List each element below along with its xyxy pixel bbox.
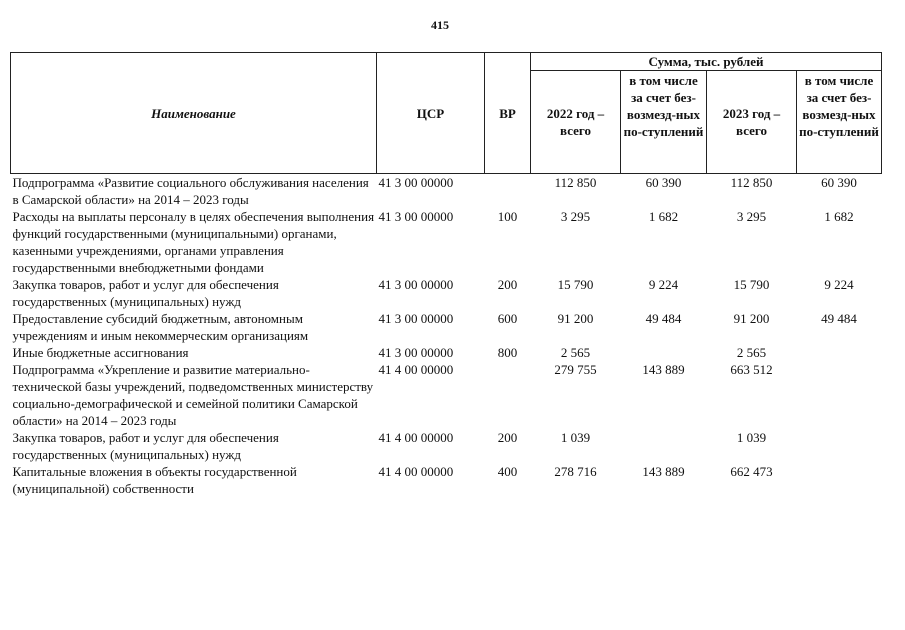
header-sum-group: Сумма, тыс. рублей [531,53,882,71]
row-csr: 41 3 00 00000 [378,209,454,224]
row-2022-free: 143 889 [642,464,685,479]
row-name: Закупка товаров, работ и услуг для обеспечения государственных (муниципальных) нужд [12,277,279,309]
row-2022-total: 3 295 [560,209,591,224]
row-name: Расходы на выплаты персоналу в целях обеспечения выполнения функций государственными (муниципальными) органами, казенными учреждениями, органами управления государственными внебюджетными фондами [12,209,375,275]
header-vr: ВР [485,53,531,174]
row-2023-free: 60 390 [821,175,857,190]
row-vr [485,361,531,429]
header-2023-free: в том числе за счет без-возмезд-ных по-ступлений [797,71,882,174]
row-csr: 41 3 00 00000 [378,277,454,292]
row-2022-free: 49 484 [645,311,682,326]
header-2022-free: в том числе за счет без-возмезд-ных по-ступлений [621,71,707,174]
row-2023-total: 3 295 [736,209,767,224]
row-2023-free: 1 682 [824,209,854,224]
row-vr [485,174,531,209]
row-2022-free: 60 390 [645,175,682,190]
header-2022-total: 2022 год – всего [531,71,621,174]
row-2023-free [797,361,882,429]
row-2022-free [621,344,707,361]
row-csr: 41 4 00 00000 [378,362,454,377]
row-name: Подпрограмма «Развитие социального обслуживания населения в Самарской области» на 2014 – 2023 годы [12,175,369,207]
table-row [11,429,882,463]
row-2023-total: 91 200 [733,311,770,326]
row-vr: 800 [497,345,518,360]
row-2023-free: 49 484 [821,311,857,326]
row-csr: 41 4 00 00000 [378,430,454,445]
row-vr: 400 [497,464,518,479]
header-2023-total: 2023 год – всего [707,71,797,174]
row-csr: 41 4 00 00000 [378,464,454,479]
row-csr: 41 3 00 00000 [378,345,454,360]
row-2023-total: 15 790 [733,277,770,292]
row-2023-total: 663 512 [730,362,773,377]
row-2023-free [797,344,882,361]
row-2022-total: 279 755 [554,362,597,377]
row-name: Предоставление субсидий бюджетным, автономным учреждениям и иным некоммерческим организациям [12,311,309,343]
header-name: Наименование [11,53,377,174]
row-vr: 600 [497,311,518,326]
row-vr: 200 [497,277,518,292]
row-2022-free [621,429,707,463]
row-2023-free [797,463,882,497]
row-name: Подпрограмма «Укрепление и развитие материально-технической базы учреждений, подведомственных министерству социально-демографической и семейной политики Самарской области» на 2014 – 2023 годы [12,362,374,428]
row-vr: 100 [497,209,518,224]
table-row [11,174,882,209]
row-2023-free: 9 224 [824,277,854,292]
row-2023-total: 1 039 [736,430,767,445]
row-2023-total: 662 473 [730,464,773,479]
row-name: Закупка товаров, работ и услуг для обеспечения государственных (муниципальных) нужд [12,430,279,462]
table-row [11,344,882,361]
page-number: 415 [431,18,449,32]
row-2022-free: 1 682 [648,209,679,224]
row-2022-total: 91 200 [557,311,594,326]
row-2022-total: 2 565 [560,345,591,360]
table-header [11,53,882,174]
row-2022-total: 112 850 [554,175,597,190]
budget-table [10,52,882,497]
row-2022-free: 9 224 [648,277,679,292]
table-row [11,276,882,310]
table-row [11,208,882,276]
row-2023-total: 112 850 [730,175,773,190]
row-csr: 41 3 00 00000 [378,311,454,326]
table-row [11,361,882,429]
row-2022-free: 143 889 [642,362,685,377]
row-csr: 41 3 00 00000 [378,175,454,190]
row-2023-free [797,429,882,463]
row-name: Капитальные вложения в объекты государственной (муниципальной) собственности [12,464,297,496]
table-body [11,174,882,498]
table-row [11,310,882,344]
row-2022-total: 15 790 [557,277,594,292]
row-2022-total: 278 716 [554,464,597,479]
header-csr: ЦСР [377,53,485,174]
table-row [11,463,882,497]
row-name: Иные бюджетные ассигнования [12,345,189,360]
row-2023-total: 2 565 [736,345,767,360]
row-vr: 200 [497,430,518,445]
row-2022-total: 1 039 [560,430,591,445]
